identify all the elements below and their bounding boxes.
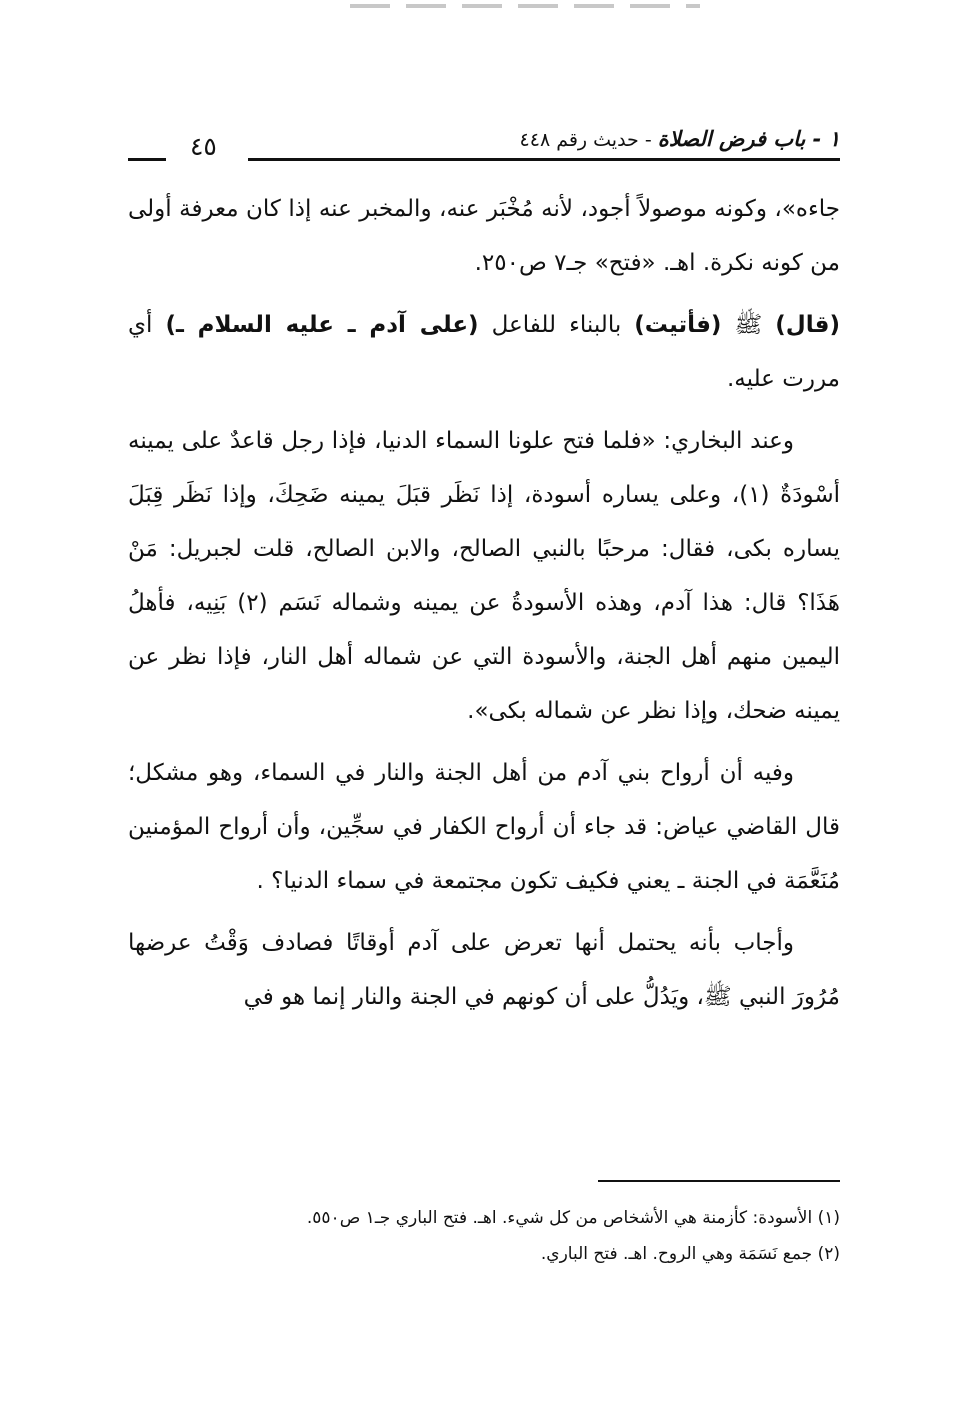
top-edge-marks — [350, 4, 700, 8]
header-title — [520, 126, 840, 153]
paragraph-2 — [128, 298, 840, 406]
salla-symbol: ﷺ — [721, 312, 776, 338]
header-dash — [128, 158, 166, 161]
page-number: ٤٥ — [190, 132, 217, 161]
footnotes — [128, 1200, 840, 1272]
footnote-1: (١) الأسودة: كأزمنة هي الأشخاص من كل شيء. اهـ. فتح الباري جـ١ ص٥٥٠. — [306, 1208, 840, 1228]
header-chapter: ١ - باب فرض الصلاة — [657, 127, 840, 151]
body-text — [128, 182, 840, 1024]
paragraph-4: وفيه أن أرواح بني آدم من أهل الجنة والنار في السماء، وهو مشكل؛ قال القاضي عياض: قد جاء أن أرواح الكفار في سجِّين، وأن أرواح المؤمنين مُنَعَّمَة في الجنة ـ يعني فكيف تكون مجتمعة في سماء الدنيا؟ . — [128, 760, 840, 894]
paragraph-1: جاءه»، وكونه موصولاً أجود، لأنه مُخْبَر عنه، والمخبر عنه إذا كان معرفة أولى من كونه نكرة. اهـ. «فتح» جـ٧ ص٢٥٠. — [128, 196, 840, 276]
footnote-rule — [598, 1180, 840, 1182]
running-header — [128, 120, 840, 170]
header-hadith: - حديث رقم ٤٤٨ — [519, 129, 658, 151]
fa-ataytu-label: (فأتيت) — [634, 312, 722, 338]
footnote-2: (٢) جمع نَسَمَة وهي الروح. اهـ. فتح الباري. — [540, 1244, 840, 1264]
qal-label: (قال) — [775, 312, 840, 338]
header-rule — [248, 158, 840, 161]
adam-label: (على آدم ـ عليه السلام ـ) — [165, 312, 479, 338]
paragraph-2-end: أي مررت عليه. — [128, 312, 840, 392]
paragraph-3: وعند البخاري: «فلما فتح علونا السماء الدنيا، فإذا رجل قاعدٌ على يمينه أسْودَةٌ (١)، وعلى يساره أسودة، إذا نَظَر قبَلَ يمينه ضَحِكَ، وإذا نَظَر قِبَلَ يساره بكى، فقال: مرحبًا بالنبي الصالح، والابن الصالح، قلت لجبريل: مَنْ هَذَا؟ قال: هذا آدم، وهذه الأسودةُ عن يمينه وشماله نَسَم (٢) بَنِيه، فأهلُ اليمين منهم أهل الجنة، والأسودة التي عن شماله أهل النار، فإذا نظر عن يمينه ضحك، وإذا نظر عن شماله بكى». — [128, 428, 841, 724]
paragraph-2-mid: بالبناء للفاعل — [478, 312, 635, 338]
paragraph-5: وأجاب بأنه يحتمل أنها تعرض على آدم أوقاتًا فصادف وَقْتُ عرضها مُرُورَ النبي ﷺ، ويَدُلُّ على أن كونهم في الجنة والنار إنما هو في — [128, 930, 840, 1010]
